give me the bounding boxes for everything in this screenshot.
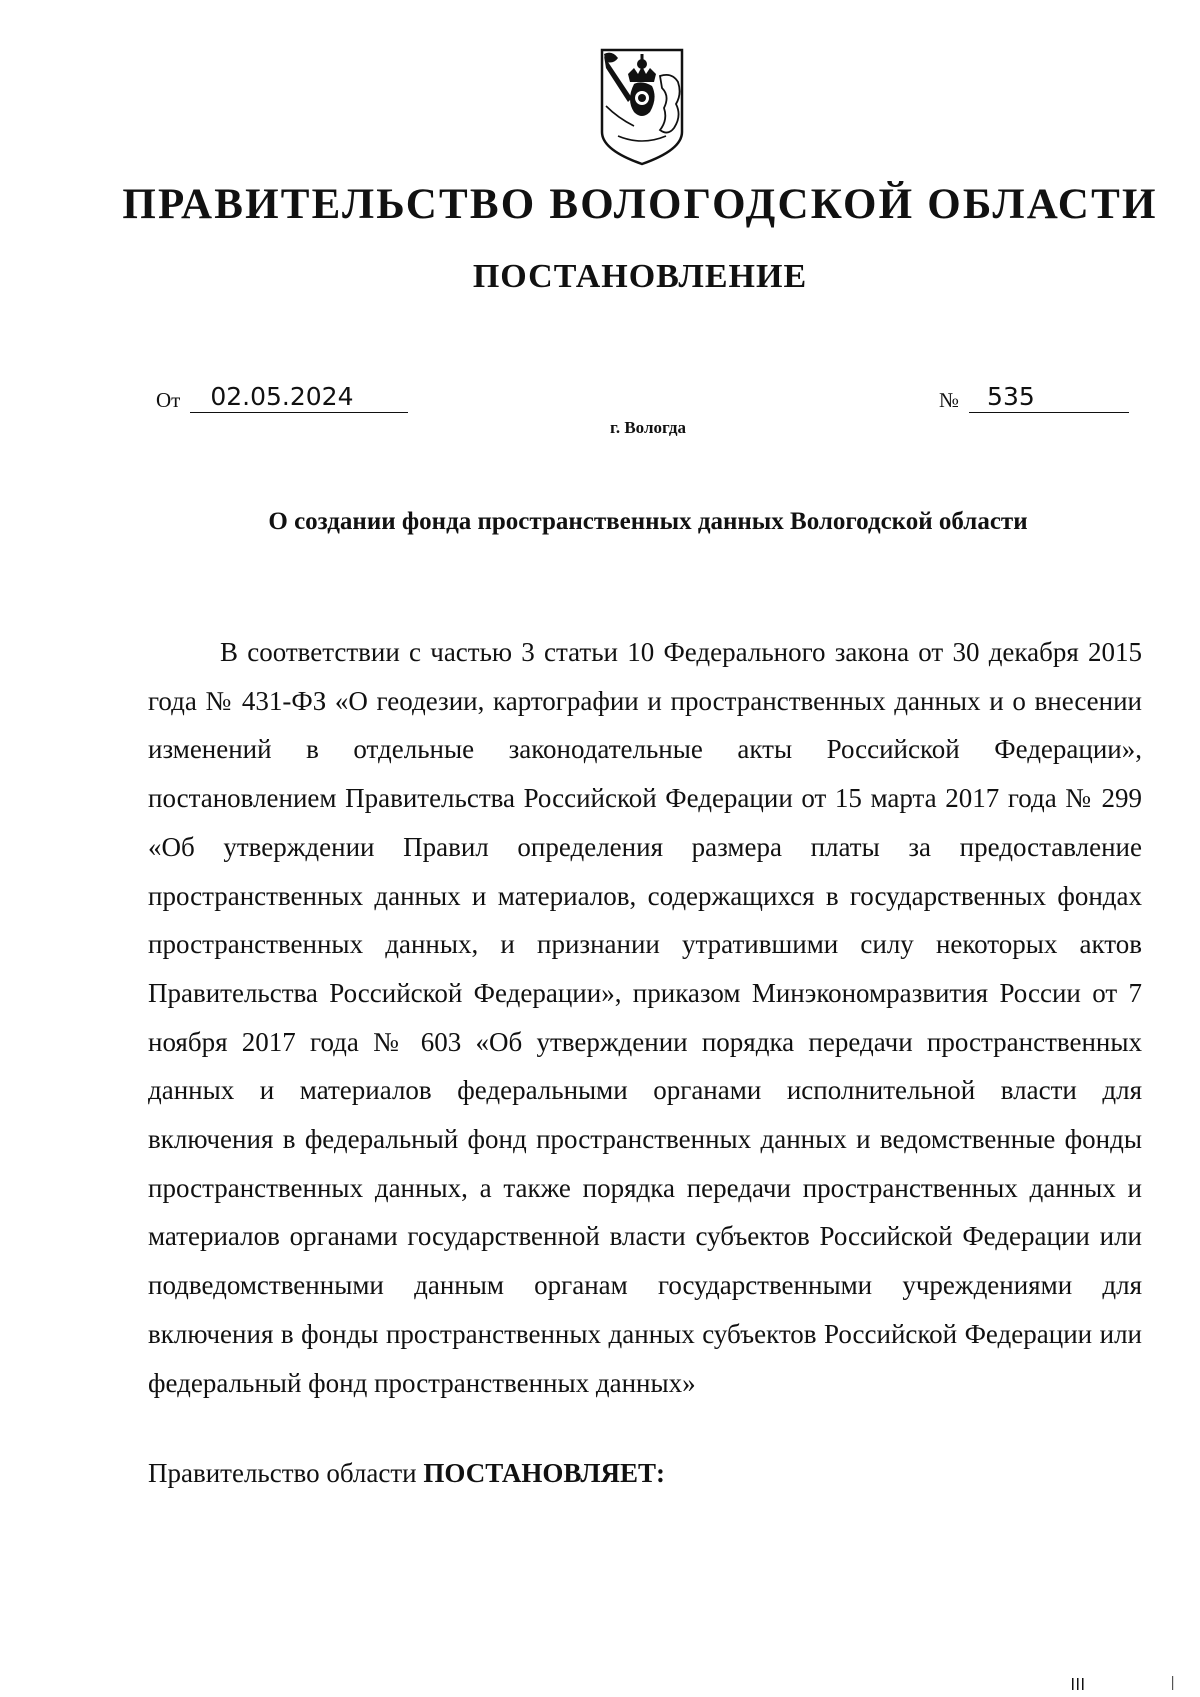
city-name: г. Вологда	[610, 418, 686, 437]
number-row	[939, 382, 1129, 413]
document-subject: О создании фонда пространственных данных Вологодской области	[268, 508, 1028, 535]
resolution-verb: ПОСТАНОВЛЯЕТ:	[423, 1458, 665, 1488]
government-title: ПРАВИТЕЛЬСТВО ВОЛОГОДСКОЙ ОБЛАСТИ	[122, 181, 1158, 228]
document-date: 02.05.2024	[190, 382, 408, 413]
date-label: От	[156, 388, 181, 412]
number-label: №	[939, 388, 960, 412]
resolution-prefix: Правительство области	[148, 1458, 417, 1488]
scan-edge-marks-icon	[1068, 1672, 1180, 1692]
resolution-line	[148, 1458, 665, 1489]
date-row	[156, 382, 408, 413]
document-number: 535	[969, 382, 1129, 413]
document-type: ПОСТАНОВЛЕНИЕ	[472, 258, 808, 295]
preamble-paragraph: В соответствии с частью 3 статьи 10 Федерального закона от 30 декабря 2015 года № 431-ФЗ «О геодезии, картографии и пространственных данных и о внесении изменений в отдельные законодательные акты Российской Федерации», постановлением Правительства Российской Федерации от 15 марта 2017 года № 299 «Об утверждении Правил определения размера платы за предоставление пространственных данных и материалов, содержащихся в государственных фондах пространственных данных, и признании утратившими силу некоторых актов Правительства Российской Федерации», приказом Минэкономразвития России от 7 ноября 2017 года № 603 «Об утверждении порядка передачи пространственных данных и материалов федеральными органами исполнительной власти для включения в федеральный фонд пространственных данных и ведомственные фонды пространственных данных, а также порядка передачи пространственных данных и материалов органами государственной власти субъектов Российской Федерации или подведомственными данным органам государственными учреждениями для включения в фонды пространственных данных субъектов Российской Федерации или федеральный фонд пространственных данных»	[148, 637, 1142, 1398]
coat-of-arms-emblem	[598, 46, 686, 166]
